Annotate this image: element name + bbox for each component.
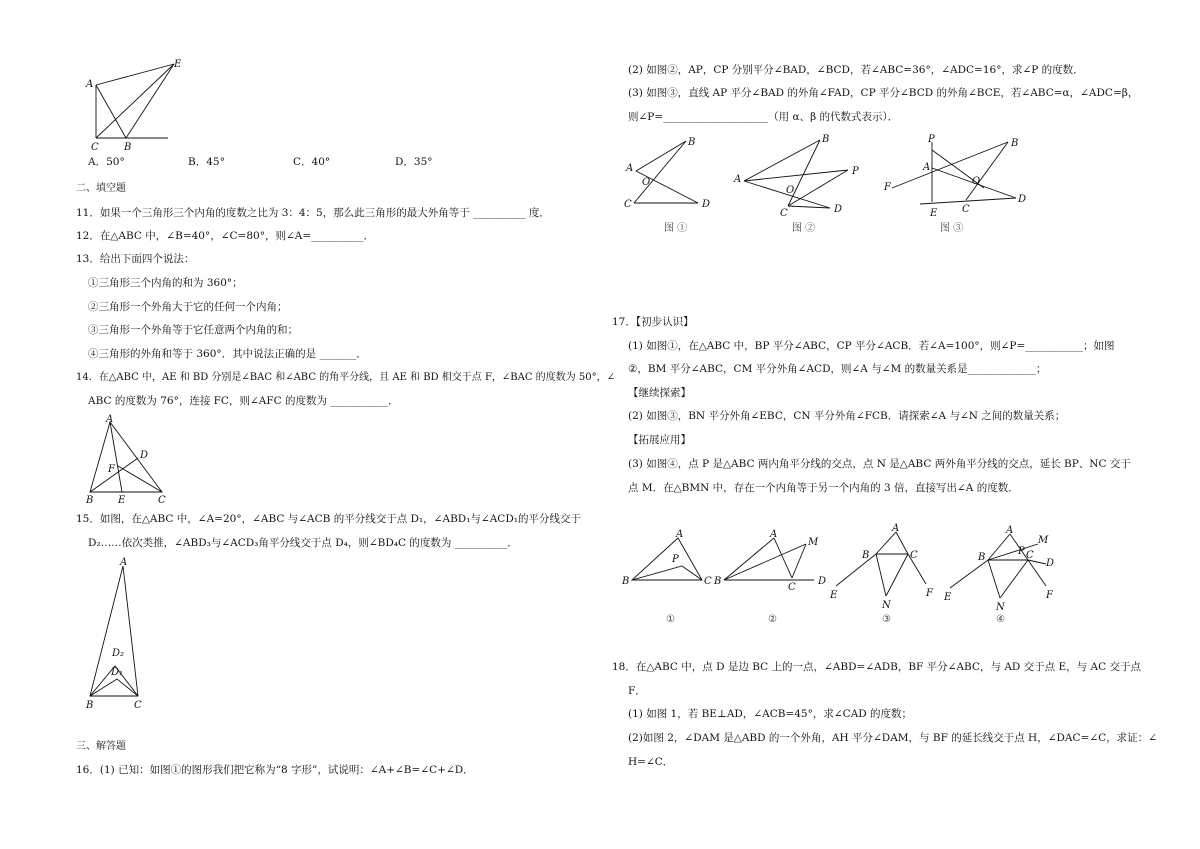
fig16c-label-c: C xyxy=(962,204,970,215)
q17-extend-heading: 【拓展应用】 xyxy=(628,434,691,446)
fig16b-label-o: O xyxy=(786,185,795,196)
q17-heading: 17．【初步认识】 xyxy=(612,316,694,328)
fig16c-label-d: D xyxy=(1018,194,1027,205)
svg-text:N: N xyxy=(882,600,891,611)
fig16b-label-a: A xyxy=(734,174,742,185)
question-16-part1: 16．(1) 已知：如图①的图形我们把它称为“8 字形”，试说明：∠A+∠B=∠C+∠D． xyxy=(76,764,474,776)
q17-figure-2 xyxy=(712,528,842,628)
fig17-caption-2: ② xyxy=(768,614,777,625)
fig16-caption-1: 图 ① xyxy=(664,223,688,234)
fig15-label-b: B xyxy=(86,700,94,711)
svg-text:A: A xyxy=(892,523,900,534)
fig16a-label-a: A xyxy=(626,163,634,174)
svg-text:M: M xyxy=(1038,535,1049,546)
q16-part3-line1: (3) 如图③，直线 AP 平分∠BAD 的外角∠FAD，CP 平分∠BCD 的外角∠BCE，若∠ABC=α，∠ADC=β， xyxy=(628,87,1139,99)
fig16c-label-e: E xyxy=(930,208,938,219)
q16-part2: (2) 如图②，AP，CP 分别平分∠BAD，∠BCD，若∠ABC=36°，∠ADC=16°，求∠P 的度数． xyxy=(628,64,1084,76)
fig16c-label-p: P xyxy=(928,134,935,145)
q10-choice-c: C．40° xyxy=(293,156,331,168)
question-15-line2: D₂……依次类推，∠ABD₃与∠ACD₃角平分线交于点 D₄，则∠BD₄C 的度数为 __________． xyxy=(88,537,518,549)
question-11: 11．如果一个三角形三个内角的度数之比为 3：4：5，那么此三角形的最大外角等于 __________ 度． xyxy=(76,207,550,219)
q17-figure-4 xyxy=(942,524,1072,628)
fig10-label-e: E xyxy=(174,59,182,70)
svg-text:F: F xyxy=(926,588,933,599)
fig15-label-a: A xyxy=(120,557,128,568)
fig16a-label-d: D xyxy=(702,199,711,210)
fig15-label-c: C xyxy=(134,700,142,711)
fig16b-label-c: C xyxy=(780,208,788,219)
svg-text:B: B xyxy=(978,552,986,563)
question-13: 13．给出下面四个说法： xyxy=(76,253,195,265)
q10-figure xyxy=(86,58,186,153)
svg-text:C: C xyxy=(788,582,796,593)
q17-figure-1 xyxy=(620,528,715,628)
svg-text:A: A xyxy=(1006,525,1014,536)
q15-figure xyxy=(82,556,146,711)
fig15-label-d1: D₁ xyxy=(111,667,124,678)
q10-choice-b: B．45° xyxy=(188,156,225,168)
q18-line2: F． xyxy=(628,685,646,697)
svg-text:D: D xyxy=(818,576,827,587)
q16-part3-line2: 则∠P=____________________（用 α、β 的代数式表示）． xyxy=(628,111,899,123)
q17-part1-line2: ②，BM 平分∠ABC，CM 平分外角∠ACD，则∠A 与∠M 的数量关系是_____________； xyxy=(628,363,1047,375)
q13-statement-3: ③三角形一个外角等于它任意两个内角的和； xyxy=(88,324,298,336)
q16-figure-1 xyxy=(620,133,720,238)
svg-text:M: M xyxy=(808,537,819,548)
fig16a-label-c: C xyxy=(624,199,632,210)
svg-text:B: B xyxy=(714,576,722,587)
fig16-caption-2: 图 ② xyxy=(792,223,816,234)
svg-text:B: B xyxy=(622,576,630,587)
q17-part1-line1: (1) 如图①，在△ABC 中，BP 平分∠ABC，CP 平分∠ACB．若∠A=100°，则∠P=___________；如图 xyxy=(628,340,1115,352)
fig10-label-c: C xyxy=(91,142,99,153)
fig16a-label-b: B xyxy=(688,137,696,148)
fig15-label-d2: D₂ xyxy=(112,648,125,659)
q18-line1: 18．在△ABC 中，点 D 是边 BC 上的一点，∠ABD=∠ADB，BF 平分∠ABC，与 AD 交于点 E，与 AC 交于点 xyxy=(612,661,1141,673)
q17-part3-line1: (3) 如图④，点 P 是△ABC 两内角平分线的交点，点 N 是△ABC 两外角平分线的交点，延长 BP、NC 交于 xyxy=(628,458,1131,470)
q18-part2-line2: H=∠C． xyxy=(628,756,674,768)
fig16a-label-o: O xyxy=(642,177,651,188)
svg-text:C: C xyxy=(1026,550,1034,561)
svg-text:F: F xyxy=(1046,590,1053,601)
q10-choice-a: A．50° xyxy=(88,156,125,168)
q17-continue-heading: 【继续探索】 xyxy=(628,387,691,399)
fig14-label-f: F xyxy=(108,464,115,475)
fig14-label-c: C xyxy=(158,495,166,506)
fig14-label-b: B xyxy=(86,495,94,506)
fig14-label-a: A xyxy=(106,414,114,425)
fig17-caption-4: ④ xyxy=(996,614,1005,625)
fig14-label-d: D xyxy=(140,450,149,461)
fig16c-label-f: F xyxy=(884,182,891,193)
question-14-line2: ABC 的度数为 76°，连接 FC，则∠AFC 的度数为 ___________． xyxy=(88,395,399,407)
svg-text:E: E xyxy=(944,592,952,603)
fig16-caption-3: 图 ③ xyxy=(940,223,964,234)
q17-part2: (2) 如图③，BN 平分外角∠EBC，CN 平分外角∠FCB．请探索∠A 与∠N 之间的数量关系； xyxy=(628,410,1066,422)
q13-statement-4: ④三角形的外角和等于 360°．其中说法正确的是 _______． xyxy=(88,348,367,360)
svg-text:E: E xyxy=(830,590,838,601)
fig16b-label-p: P xyxy=(852,166,859,177)
svg-text:D: D xyxy=(1046,558,1055,569)
q13-statement-1: ①三角形三个内角的和为 360°； xyxy=(88,277,243,289)
fig16b-label-d: D xyxy=(834,204,843,215)
section-fill-in-heading: 二、填空题 xyxy=(76,183,126,194)
fig17-caption-1: ① xyxy=(666,614,675,625)
q18-part2-line1: (2)如图 2，∠DAM 是△ABD 的一个外角，AH 平分∠DAM，与 BF 的延长线交于点 H，∠DAC=∠C，求证：∠ xyxy=(628,732,1157,744)
svg-text:B: B xyxy=(862,550,870,561)
section-answer-heading: 三、解答题 xyxy=(76,741,126,752)
fig16c-label-o: O xyxy=(972,176,981,187)
fig10-label-b: B xyxy=(124,142,132,153)
q17-part3-line2: 点 M．在△BMN 中，存在一个内角等于另一个内角的 3 倍，直接写出∠A 的度数． xyxy=(628,482,1019,494)
svg-text:A: A xyxy=(676,529,684,540)
q16-figure-2 xyxy=(730,128,870,238)
fig14-label-e: E xyxy=(118,495,126,506)
fig10-label-a: A xyxy=(86,79,94,90)
q17-figure-3 xyxy=(828,522,938,628)
svg-text:C: C xyxy=(704,576,712,587)
fig17-caption-3: ③ xyxy=(882,614,891,625)
question-15-line1: 15．如图，在△ABC 中，∠A=20°，∠ABC 与∠ACB 的平分线交于点 D₁，∠ABD₁与∠ACD₁的平分线交于 xyxy=(76,513,581,525)
q10-choice-d: D．35° xyxy=(395,156,433,168)
svg-text:P: P xyxy=(672,554,679,565)
question-12: 12．在△ABC 中，∠B=40°，∠C=80°，则∠A=__________． xyxy=(76,230,375,242)
q16-figure-3 xyxy=(880,128,1040,238)
q13-statement-2: ②三角形一个外角大于它的任何一个内角； xyxy=(88,301,288,313)
q18-part1: (1) 如图 1，若 BE⊥AD，∠ACB=45°，求∠CAD 的度数； xyxy=(628,708,913,720)
q14-figure xyxy=(82,414,172,506)
fig16c-label-a: A xyxy=(923,162,931,173)
svg-text:A: A xyxy=(770,529,778,540)
svg-text:P: P xyxy=(1018,546,1025,557)
fig16c-label-b: B xyxy=(1011,138,1019,149)
svg-text:N: N xyxy=(996,602,1005,613)
question-14-line1: 14．在△ABC 中，AE 和 BD 分别是∠BAC 和∠ABC 的角平分线，且 AE 和 BD 相交于点 F，∠BAC 的度数为 50°，∠ xyxy=(76,372,615,383)
fig16b-label-b: B xyxy=(822,134,830,145)
svg-text:C: C xyxy=(910,550,918,561)
